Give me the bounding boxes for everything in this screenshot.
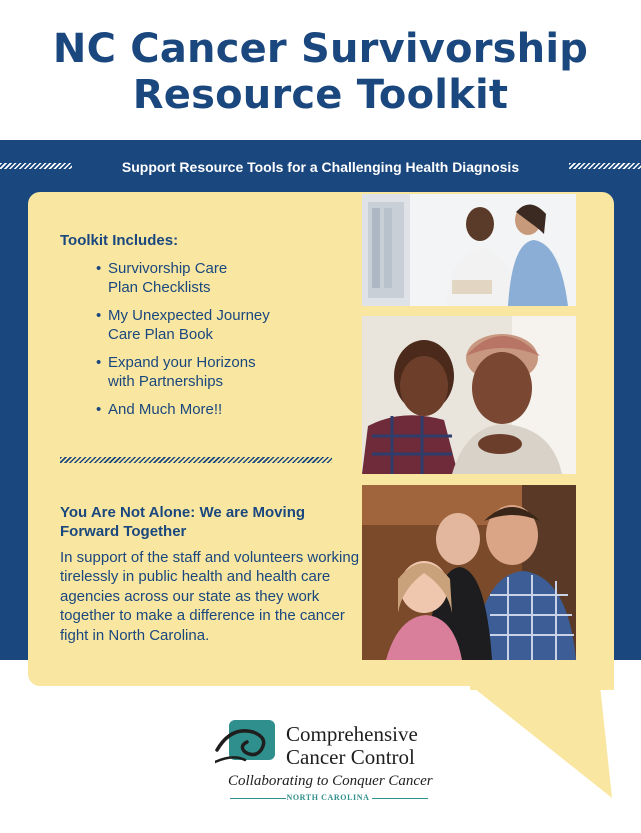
logo-text-line-2: Cancer Control (286, 745, 415, 769)
toolkit-heading: Toolkit Includes: (60, 232, 179, 249)
list-item: • My Unexpected Journey Care Plan Book (96, 307, 270, 343)
photo-family (362, 485, 576, 660)
title-line-2: Resource Toolkit (132, 72, 509, 118)
hatch-divider-section (60, 457, 332, 463)
logo-tagline: Collaborating to Conquer Cancer (228, 773, 433, 789)
title-line-1: NC Cancer Survivorship (52, 26, 589, 72)
toolkit-list (96, 259, 346, 428)
alone-heading: You Are Not Alone: We are Moving Forward Together (60, 504, 306, 540)
photo-two-women (362, 316, 576, 474)
list-item: • Expand your Horizons with Partnerships (96, 354, 256, 390)
logo-region: NORTH CAROLINA (286, 793, 370, 802)
list-item: • And Much More!! (96, 401, 223, 418)
list-item: • Survivorship Care Plan Checklists (96, 260, 228, 296)
banner-subtitle: Support Resource Tools for a Challenging Health Diagnosis (121, 159, 520, 175)
ccc-logo-icon (215, 720, 277, 768)
photo-nurse-patient (362, 194, 576, 306)
logo-text-line-1: Comprehensive (286, 722, 418, 746)
alone-body: In support of the staff and volunteers working tirelessly in public health and health care agencies across our state as they work together to make a difference in the cancer fight in North Carolina. (60, 549, 360, 644)
